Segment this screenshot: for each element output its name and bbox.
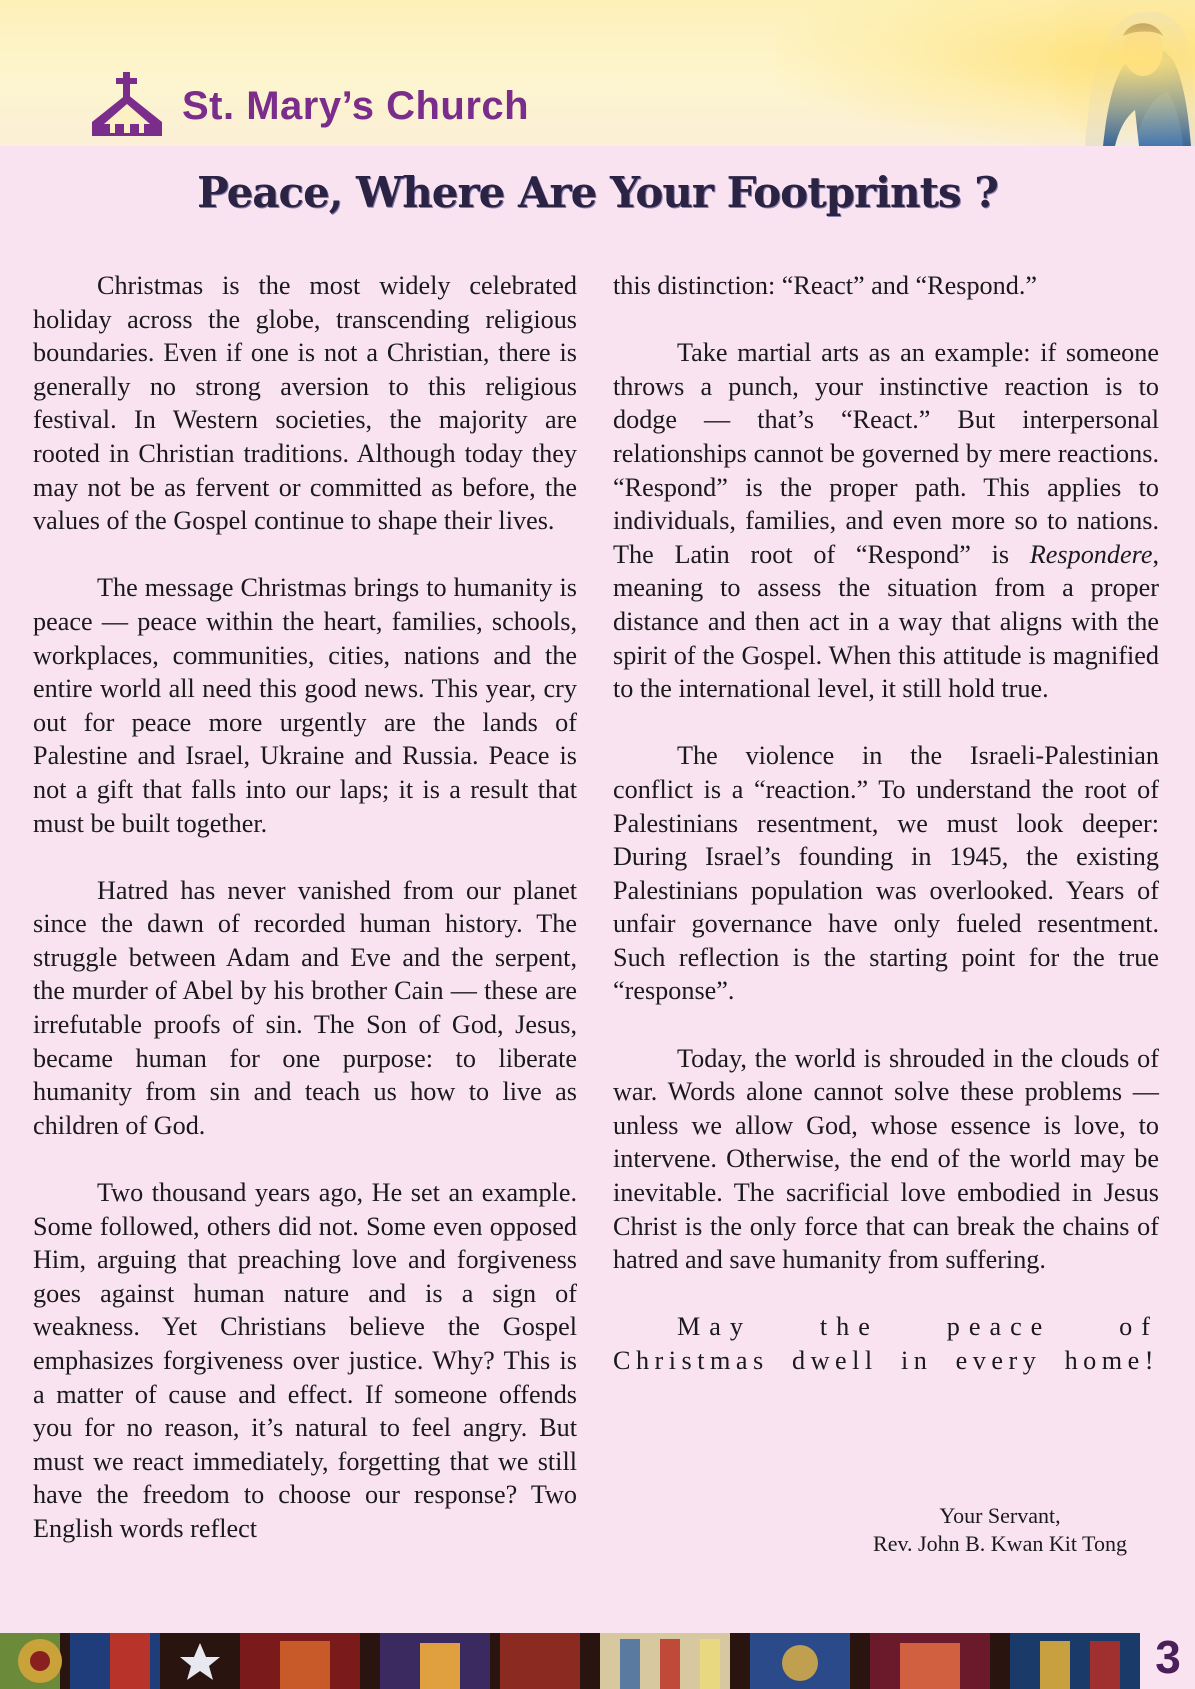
paragraph: Two thousand years ago, He set an example. Some followed, others did not. Some even opposed Him, arguing that preaching love and forgiveness goes against human nature and is a sign of weakness. Yet Christians believe the Gospel emphasizes forgiveness over justice. Why? This is a matter of cause and effect. If someone offends you for no reason, it’s natural to feel angry. But must we react immediately, forgetting that we still have the freedom to choose our response? Two English words reflect [33, 1178, 577, 1543]
paragraph-text: , meaning to assess the situation from a proper distance and then act in a way that aligns with the spirit of the Gospel. When this attitude is magnified to the international level, it still hold true. [613, 539, 1159, 704]
article-title: Peace, Where Are Your Footprints ? [197, 168, 998, 217]
left-column [33, 269, 577, 1546]
paragraph: Hatred has never vanished from our planet since the dawn of recorded human history. The struggle between Adam and Eve and the serpent, the murder of Abel by his brother Cain — these are irrefutable proofs of sin. The Son of God, Jesus, became human for one purpose: to liberate humanity from sin and teach us how to live as children of God. [33, 875, 577, 1140]
header-banner [0, 0, 1195, 146]
paragraph-text: Take martial arts as an example: if someone throws a punch, your instinctive reaction is to dodge — that’s “React.” But interpersonal relationships cannot be governed by mere reactions. “Respond” is the proper path. This applies to individuals, families, and even more so to nations. The Latin root of “Respond” is [613, 338, 1159, 569]
virgin-mary-image [1055, 0, 1195, 146]
paragraph: Christmas is the most widely celebrated holiday across the globe, transcending religious boundaries. Even if one is not a Christian, there is generally no strong aversion to this religious festival. In Western societies, the majority are rooted in Christian traditions. Although today they may not be as fervent or committed as before, the values of the Gospel continue to shape their lives. [33, 271, 577, 536]
paragraph: The message Christmas brings to humanity is peace — peace within the heart, families, schools, workplaces, communities, cities, nations and the entire world all need this good news. This year, cry out for peace more urgently are the lands of Palestine and Israel, Ukraine and Russia. Peace is not a gift that falls into our laps; it is a result that must be built together. [33, 573, 577, 838]
paragraph-continuation: this distinction: “React” and “Respond.” [613, 271, 1037, 300]
page-number: 3 [1155, 1631, 1181, 1683]
right-column [613, 269, 1159, 1411]
latin-term: Respondere [1029, 539, 1153, 569]
stained-glass-image [0, 1633, 1140, 1689]
blessing-line: Christmas dwell in every home! [613, 1346, 1159, 1375]
blessing [613, 1310, 1159, 1377]
signature [860, 1502, 1140, 1558]
paragraph [613, 336, 1159, 706]
church-cross-icon [92, 72, 162, 136]
paragraph: The violence in the Israeli-Palestinian conflict is a “reaction.” To understand the root of Palestinians resentment, we must look deeper: During Israel’s founding in 1945, the existing Palestinians population was overlooked. Years of unfair governance have only fueled resentment. Such reflection is the starting point for the true “response”. [613, 741, 1159, 1006]
church-name: St. Mary’s Church [182, 84, 530, 128]
paragraph: Today, the world is shrouded in the clouds of war. Words alone cannot solve these problems — unless we allow God, whose essence is love, to intervene. Otherwise, the end of the world may be inevitable. The sacrificial love embodied in Jesus Christ is the only force that can break the chains of hatred and save humanity from suffering. [613, 1043, 1159, 1275]
blessing-line: May the peace of [677, 1312, 1159, 1342]
signature-closing: Your Servant, [939, 1503, 1061, 1528]
signature-name: Rev. John B. Kwan Kit Tong [873, 1531, 1127, 1556]
